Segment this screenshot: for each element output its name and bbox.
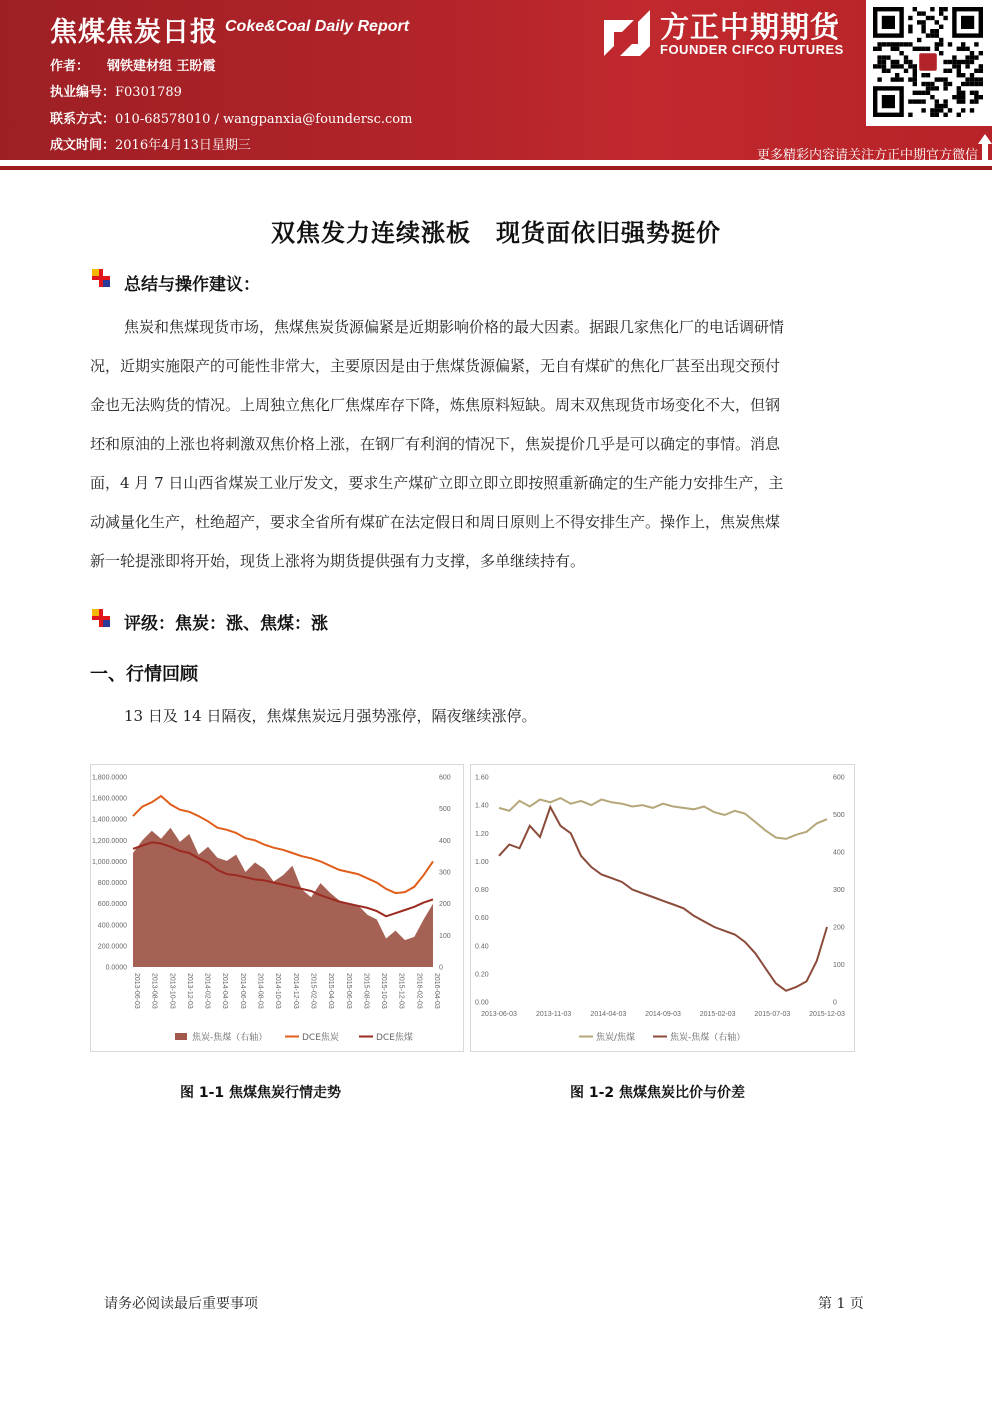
right-tick-label: 100 [439, 932, 451, 940]
x-tick-label: 2014-10-03 [274, 973, 282, 1009]
author-label: 作者： [50, 59, 90, 74]
x-tick-label: 2015-12-03 [809, 1011, 845, 1018]
left-tick-label: 1.40 [475, 802, 489, 810]
left-tick-label: 1,000.0000 [91, 858, 127, 866]
left-tick-label: 1.20 [475, 830, 489, 838]
x-tick-label: 2013-08-03 [150, 973, 158, 1009]
summary-line: 坯和原油的上涨也将刺激双焦价格上涨，在钢厂有利润的情况下，焦炭提价几乎是可以确定的事情。消息 [90, 435, 781, 453]
license-row [50, 81, 182, 100]
summary-line: 焦炭和焦煤现货市场，焦煤焦炭货源偏紧是近期影响价格的最大因素。据跟几家焦化厂的电话调研情 [124, 318, 785, 336]
legend-swatch [175, 1033, 187, 1040]
rating-heading: 评级：焦炭：涨、焦煤：涨 [124, 614, 328, 634]
left-tick-label: 600.0000 [97, 901, 127, 909]
section-text: 13 日及 14 日隔夜，焦煤焦炭远月强势涨停，隔夜继续涨停。 [124, 707, 537, 725]
x-tick-label: 2015-02-03 [309, 973, 317, 1009]
founder-logo-icon [604, 10, 650, 56]
chart-1-caption: 图 1-1 焦煤焦炭行情走势 [180, 1085, 342, 1101]
right-tick-label: 300 [833, 887, 845, 894]
left-tick-label: 1,400.0000 [91, 816, 127, 824]
x-tick-label: 2014-04-03 [221, 973, 229, 1009]
cross-bullet-icon [92, 609, 110, 627]
right-tick-label: 600 [833, 774, 845, 782]
summary-line: 动减量化生产，杜绝超产，要求全省所有煤矿在法定假日和周日原则上不得安排生产。操作上，焦炭焦煤 [90, 513, 781, 531]
page-number: 第 1 页 [818, 1296, 864, 1312]
x-tick-label: 2013-12-03 [185, 973, 193, 1009]
chart-2-caption: 图 1-2 焦煤焦炭比价与价差 [570, 1085, 746, 1101]
left-tick-label: 0.00 [475, 999, 489, 1007]
report-title-en: Coke&Coal Daily Report [225, 18, 410, 35]
report-title-zh: 焦煤焦炭日报 [50, 17, 218, 48]
summary-line: 新一轮提涨即将开始，现货上涨将为期货提供强有力支撑，多单继续持有。 [90, 552, 586, 570]
x-tick-label: 2015-02-03 [699, 1011, 736, 1018]
right-tick-label: 600 [439, 774, 451, 782]
left-tick-label: 0.0000 [105, 964, 127, 972]
x-tick-label: 2015-04-03 [327, 973, 335, 1009]
right-tick-label: 300 [439, 869, 451, 877]
left-tick-label: 0.60 [475, 915, 489, 923]
left-tick-label: 200.0000 [97, 943, 127, 951]
right-tick-label: 400 [439, 837, 451, 845]
right-tick-label: 200 [439, 901, 451, 909]
report-header [0, 0, 992, 163]
right-tick-label: 400 [833, 849, 845, 857]
section-heading: 一、行情回顾 [90, 664, 198, 685]
line-series [499, 807, 827, 991]
x-tick-label: 2014-04-03 [590, 1011, 627, 1018]
author-row [50, 55, 216, 74]
legend-label: DCE焦煤 [376, 1033, 413, 1043]
chart-1-box [90, 764, 464, 1052]
right-tick-label: 200 [833, 924, 845, 932]
x-tick-label: 2015-08-03 [362, 973, 370, 1009]
left-tick-label: 400.0000 [97, 922, 127, 930]
chart-1 [91, 765, 463, 1051]
x-tick-label: 2014-09-03 [645, 1011, 681, 1018]
contact-label: 联系方式： [50, 112, 116, 127]
license-label: 执业编号： [50, 85, 116, 100]
document-title: 双焦发力连续涨板 现货面依旧强势挺价 [271, 219, 721, 247]
date-label: 成文时间： [50, 138, 116, 153]
x-tick-label: 2014-08-03 [256, 973, 264, 1009]
company-name-en: FOUNDER CIFCO FUTURES [660, 42, 844, 57]
legend-label: 焦炭-焦煤（右轴） [192, 1033, 268, 1043]
line-series [499, 798, 827, 839]
summary-heading: 总结与操作建议： [124, 275, 260, 295]
legend-label: 焦炭-焦煤（右轴） [670, 1033, 746, 1043]
date-value: 2016年4月13日星期三 [115, 138, 251, 153]
summary-line: 面，4 月 7 日山西省煤炭工业厅发文，要求生产煤矿立即立即立即按照重新确定的生产能力安排生产，主 [90, 474, 784, 492]
x-tick-label: 2013-11-03 [536, 1011, 572, 1018]
left-tick-label: 1,600.0000 [91, 795, 127, 803]
area-series [133, 828, 433, 967]
x-tick-label: 2015-07-03 [754, 1011, 791, 1018]
summary-line: 金也无法购货的情况。上周独立焦化厂焦煤库存下降，炼焦原料短缺。周末双焦现货市场变化不大，但钢 [90, 396, 781, 414]
left-tick-label: 0.40 [475, 943, 489, 951]
x-tick-label: 2014-12-03 [291, 973, 299, 1009]
up-arrow-icon [978, 134, 992, 160]
wechat-note: 更多精彩内容请关注方正中期官方微信 [756, 148, 978, 163]
x-tick-label: 2013-06-03 [481, 1011, 517, 1018]
chart-2-box [470, 764, 855, 1052]
x-tick-label: 2016-02-03 [415, 973, 423, 1009]
contact-row [50, 108, 412, 127]
right-tick-label: 500 [833, 812, 845, 819]
right-tick-label: 0 [833, 999, 837, 1007]
left-tick-label: 1.60 [475, 774, 489, 782]
x-tick-label: 2015-12-03 [397, 973, 405, 1009]
right-tick-label: 100 [833, 962, 845, 969]
x-tick-label: 2013-10-03 [168, 973, 176, 1009]
right-tick-label: 0 [439, 964, 443, 972]
summary-paragraph [90, 308, 896, 581]
x-tick-label: 2014-06-03 [238, 973, 246, 1009]
author-value: 钢铁建材组 王盼霞 [107, 59, 216, 74]
legend-label: 焦炭/焦煤 [596, 1033, 636, 1043]
contact-value: 010-68578010 / wangpanxia@foundersc.com [115, 112, 413, 127]
x-tick-label: 2015-10-03 [380, 973, 388, 1009]
left-tick-label: 800.0000 [97, 880, 127, 888]
left-tick-label: 0.20 [475, 971, 489, 979]
company-name-cn: 方正中期期货 [660, 10, 841, 44]
left-tick-label: 1,800.0000 [91, 774, 127, 782]
summary-line: 况，近期实施限产的可能性非常大，主要原因是由于焦煤货源偏紧，无自有煤矿的焦化厂甚至出现交预付 [90, 357, 781, 375]
left-tick-label: 0.80 [475, 887, 489, 894]
license-value: F0301789 [115, 85, 182, 100]
left-tick-label: 1.00 [475, 858, 489, 866]
right-tick-label: 500 [439, 806, 451, 814]
qr-code-icon [866, 0, 992, 126]
legend-label: DCE焦炭 [302, 1033, 339, 1043]
footer-notice: 请务必阅读最后重要事项 [104, 1296, 258, 1312]
x-tick-label: 2013-06-03 [133, 973, 140, 1009]
x-tick-label: 2014-02-03 [203, 973, 211, 1009]
x-tick-label: 2015-06-03 [344, 973, 352, 1009]
left-tick-label: 1,200.0000 [91, 837, 127, 845]
date-row [50, 134, 251, 153]
cross-bullet-icon [92, 269, 110, 287]
x-tick-label: 2016-04-03 [433, 973, 440, 1009]
header-divider [0, 166, 992, 170]
chart-2 [471, 765, 854, 1051]
